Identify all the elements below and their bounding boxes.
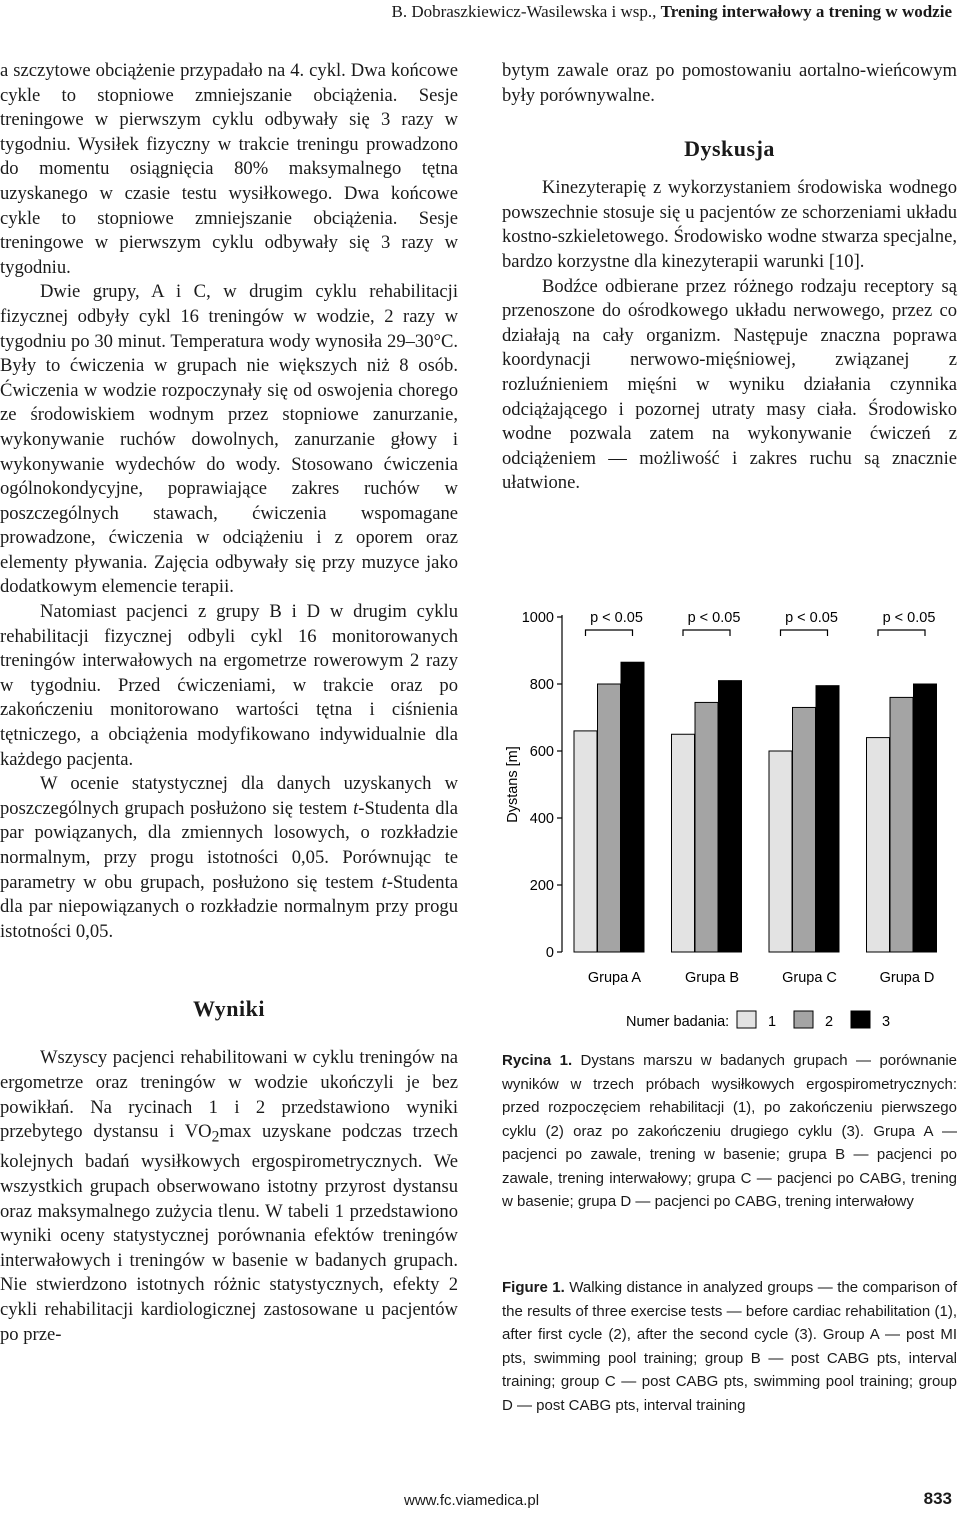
bar — [793, 707, 816, 952]
significance-label: p < 0.05 — [687, 610, 741, 626]
discussion-heading: Dyskusja — [684, 136, 775, 162]
left-paragraph-3: Natomiast pacjenci z grupy B i D w drugim cyklu rehabilitacji fizycznej odbyli cykl 16 monitorowanych treningów interwałowych na ergometrze rowerowym 2 razy w tygodniu. Przed ćwiczeniami, w trakcie oraz po zakończeniu monitorowano wartości tętna i ciśnienia tętniczego, a obciążenia modyfikowano indywidualnie dla każdego pacjenta. — [0, 601, 458, 770]
caption-english-text: Walking distance in analyzed groups — the comparison of the results of three exercise tests — before cardiac rehabilitation (1), after first cycle (2), after the second cycle (3). Group A — post MI pts, swimming pool training; group B — post CABG pts, interval training; group C — post CABG pts, swimming pool training; group D — post CABG pts, interval training — [502, 1279, 957, 1414]
y-axis-label: Dystans [m] — [505, 746, 521, 823]
significance-bracket — [683, 630, 730, 636]
p4-italic-t2: t — [381, 871, 387, 893]
bar — [695, 702, 718, 952]
legend-label: 1 — [768, 1014, 777, 1030]
caption-polish — [502, 1049, 957, 1214]
y-tick-label: 400 — [529, 811, 554, 827]
significance-label: p < 0.05 — [785, 610, 838, 626]
legend-swatch — [737, 1011, 756, 1028]
bar — [816, 686, 839, 952]
significance-bracket — [781, 630, 828, 636]
y-tick-label: 600 — [529, 744, 554, 760]
bar-chart — [500, 600, 955, 1040]
significance-label: p < 0.05 — [882, 610, 936, 626]
right-paragraph-3: Bodźce odbierane przez różnego rodzaju receptory są przenoszone do ośrodkowego układu nerwowego, przez co działają na cały organizm. Następuje znaczna poprawa koordynacji nerwowo-mięśniowej, związanej z rozluźnieniem mięśni w wyniku działania czynnika odciążającego i pozornej utraty masy ciała. Środowisko wodne pozwala zatem na wykonywanie ćwiczeń z odciążeniem — możliwość i zakres ruchu są znacznie ułatwione. — [502, 275, 957, 494]
right-paragraph-2: Kinezyterapię z wykorzystaniem środowiska wodnego powszechnie stosuje się u pacjentów ze schorzeniami układu kostno-szkieletowego. Środowisko wodne stwarza specjalne, bardzo korzystne dla kinezyterapii warunki [10]. — [502, 177, 957, 272]
caption-polish-label: Rycina 1. — [502, 1052, 573, 1069]
p4-part-b: -Studenta dla par powiązanych, dla zmiennych losowych, o rozkładzie normalnym, przy progu istotności 0,05. Porównując te parametry w obu grupach, posłużono się testem — [0, 797, 459, 893]
significance-bracket — [586, 630, 633, 636]
bar — [914, 684, 937, 952]
left-paragraph-5 — [0, 1046, 458, 1347]
page-number: 833 — [923, 1489, 952, 1508]
right-paragraph-1: bytym zawale oraz po pomostowaniu aortalno-wieńcowym były porównywalne. — [502, 60, 957, 106]
bar — [672, 734, 695, 952]
legend-swatch — [794, 1011, 813, 1028]
running-header — [391, 2, 952, 22]
y-tick-label: 200 — [529, 878, 554, 894]
legend-title: Numer badania: — [626, 1014, 730, 1030]
legend-swatch — [851, 1011, 870, 1028]
figure-1 — [500, 600, 955, 1040]
p4-italic-t1: t — [353, 797, 359, 819]
x-category-label: Grupa D — [879, 970, 935, 986]
x-category-label: Grupa A — [587, 970, 642, 986]
x-category-label: Grupa C — [782, 970, 837, 986]
p5-subscript: 2 — [211, 1128, 220, 1146]
y-tick-label: 1000 — [521, 610, 554, 626]
p5-part-a: Wszyscy pacjenci rehabilitowani w cyklu treningów na ergometrze oraz treningów w wodzie ukończyli je bez powikłań. Na rycinach 1 i 2 przedstawiono wyniki przebytego dystansu i VO — [0, 1047, 458, 1143]
legend-label: 2 — [825, 1014, 834, 1030]
bar — [598, 684, 621, 952]
bar — [621, 662, 644, 952]
caption-english-label: Figure 1. — [502, 1279, 565, 1296]
footer-url: www.fc.viamedica.pl — [404, 1492, 540, 1509]
x-category-label: Grupa B — [685, 970, 739, 986]
header-authors: B. Dobraszkiewicz-Wasilewska i wsp., — [391, 2, 657, 21]
significance-label: p < 0.05 — [590, 610, 643, 626]
left-paragraph-1: a szczytowe obciążenie przypadało na 4. cykl. Dwa końcowe cykle to stopniowe zmniejszanie obciążenia. Sesje treningowe w pierwszym cyklu odbywały się 3 razy w tygodniu. Wysiłek fizyczny w trakcie treningu prowadzono do momentu osiągnięcia 80% maksymalnego tętna uzyskanego w czasie testu wysiłkowego. Dwa końcowe cykle to stopniowe zmniejszanie obciążenia. Sesje treningowe w pierwszym cyklu odbywały się 3 razy w tygodniu. — [0, 60, 458, 278]
y-tick-label: 800 — [529, 677, 554, 693]
p4-part-a: W ocenie statystycznej dla danych uzyskanych w poszczególnych grupach posłużono się testem — [0, 773, 458, 819]
bar — [890, 697, 913, 952]
bar — [867, 738, 890, 952]
significance-bracket — [878, 630, 925, 636]
legend-label: 3 — [882, 1014, 891, 1030]
left-column — [0, 59, 458, 1347]
p5-part-b: max uzyskane podczas trzech kolejnych badań wysiłkowych ergospirometrycznych. We wszystkich grupach obserwowano istotny przyrost dystansu oraz maksymalnego zużycia tlenu. W tabeli 1 przedstawiono wyniki oceny statystycznej porównania efektów treningów interwałowych i treningów w basenie w badanych grupach. Nie stwierdzono istotnych różnic statystycznych, efekty 2 cykli rehabilitacji kardiologicznej zastosowane u pacjentów po prze- — [0, 1121, 458, 1345]
left-paragraph-2: Dwie grupy, A i C, w drugim cyklu rehabilitacji fizycznej odbyły cykl 16 treningów w wodzie, 2 razy w tygodniu po 30 minut. Temperatura wody wynosiła 29–30°C. Były to ćwiczenia w grupach nie większych niż 8 osób. Ćwiczenia w wodzie rozpoczynały się od oswojenia chorego ze środowiskiem wodnym przez stopniowe zanurzanie, wykonywanie ruchów dowolnych, zanurzanie głowy i wykonywanie wydechów do wody. Stosowano ćwiczenia ogólnokondycyjne, poprawiające zakres ruchów w poszczególnych stawach, ćwiczenia wspomagane prowadzone, ćwiczenia w odciążeniu i z oporem oraz elementy pływania. Zajęcia odbywały się przy muzyce jako dodatkowym elemencie terapii. — [0, 281, 458, 598]
bar — [574, 731, 597, 952]
header-title: Trening interwałowy a trening w wodzie — [660, 2, 952, 21]
bar — [719, 681, 742, 952]
results-heading: Wyniki — [193, 996, 265, 1022]
right-column — [502, 59, 957, 496]
left-paragraph-4 — [0, 772, 458, 944]
y-tick-label: 0 — [545, 945, 554, 961]
p4-part-c: -Studenta dla par niepowiązanych o rozkładzie normalnym przy progu istotności 0,05. — [0, 871, 458, 942]
caption-polish-text: Dystans marszu w badanych grupach — porównanie wyników w trzech próbach wysiłkowych ergospirometrycznych: przed rozpoczęciem rehabilitacji (1), po zakończeniu pierwszego cyklu (2) oraz po zakończeniu drugiego cyklu (3). Grupa A — pacjenci po zawale, trening w basenie; grupa B — pacjenci po zawale, trening interwałowy; grupa C — pacjenci po CABG, trening w basenie; grupa D — pacjenci po CABG, trening interwałowy — [502, 1052, 957, 1210]
caption-english — [502, 1276, 957, 1417]
bar — [769, 751, 792, 952]
